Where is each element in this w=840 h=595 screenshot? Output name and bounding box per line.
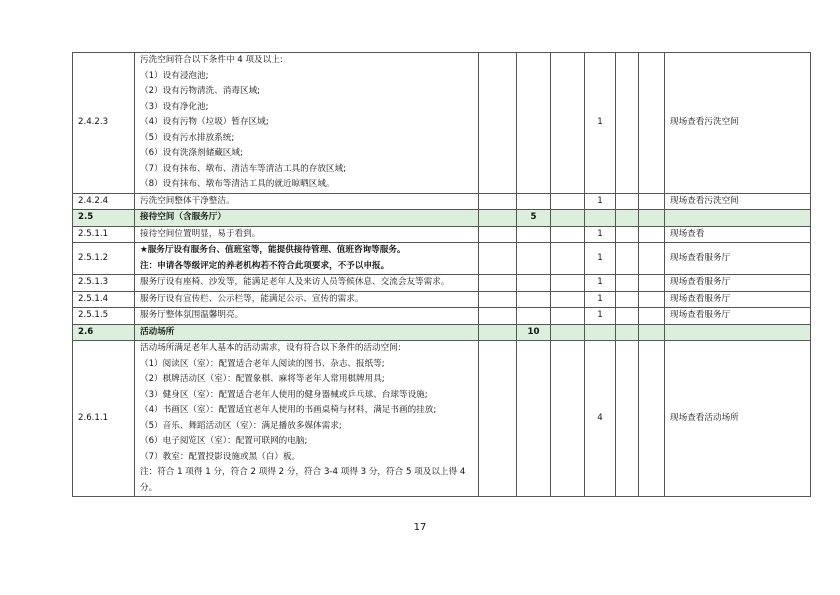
item-method: 现场查看 bbox=[665, 226, 811, 243]
item-score: 1 bbox=[585, 53, 616, 194]
table-row bbox=[73, 243, 811, 275]
item-code: 2.5.1.4 bbox=[73, 291, 135, 308]
item-method: 现场查看服务厅 bbox=[665, 243, 811, 275]
item-criteria: 污洗空间整体干净整洁。 bbox=[135, 193, 479, 210]
table-row bbox=[73, 193, 811, 210]
item-criteria: 服务厅设有座椅、沙发等，能满足老年人及来访人员等候休息、交流会友等需求。 bbox=[135, 275, 479, 292]
mandatory-requirement: ★服务厅设有服务台、值班室等，能提供接待管理、值班咨询等服务。 bbox=[140, 245, 406, 255]
item-score: 1 bbox=[585, 243, 616, 275]
table-row bbox=[73, 53, 811, 194]
item-method: 现场查看服务厅 bbox=[665, 291, 811, 308]
section-code: 2.5 bbox=[73, 210, 135, 227]
item-score: 1 bbox=[585, 275, 616, 292]
item-code: 2.4.2.4 bbox=[73, 193, 135, 210]
table-row bbox=[73, 275, 811, 292]
item-criteria: 接待空间位置明显，易于看到。 bbox=[135, 226, 479, 243]
item-code: 2.6.1.1 bbox=[73, 341, 135, 497]
item-criteria: 活动场所满足老年人基本的活动需求，设有符合以下条件的活动空间: （1）阅读区（室）：配置适合老年人阅读的图书、杂志、报纸等; （2）棋牌活动区（室）：配置象棋、麻将等老年人常用棋牌用具; （3）健身区（室）：配置适合老年人使用的健身器械或乒乓球、台球等设施; （4）书画区（室）：配置适宜老年人使用的书画桌椅与材料，满足书画的挂放; （5）音乐、舞蹈活动区（室）：满足播放多媒体需求; （6）电子阅览区（室）：配置可联网的电脑; （7）教室：配置投影设施或黑（白）板。 注：符合 1 项得 1 分，符合 2 项得 2 分，符合 3-4 项得 3 分，符合 5 项及以上得 4 分。 bbox=[135, 341, 479, 497]
item-code: 2.5.1.1 bbox=[73, 226, 135, 243]
item-method: 现场查看活动场所 bbox=[665, 341, 811, 497]
item-criteria: 污洗空间符合以下条件中 4 项及以上: （1）设有浸泡池; （2）设有污物清洗、消毒区域; （3）设有净化池; （4）设有污物（垃圾）暂存区域; （5）设有污水排放系统; （6）设有洗涤剂储藏区域; （7）设有抹布、墩布、清洁车等清洁工具的存放区域; （8）设有抹布、墩布等清洁工具的就近晾晒区域。 bbox=[135, 53, 479, 194]
table-row bbox=[73, 291, 811, 308]
table-row bbox=[73, 226, 811, 243]
requirement-note: 注：申请各等级评定的养老机构若不符合此项要求，不予以申报。 bbox=[140, 260, 390, 271]
item-method: 现场查看污洗空间 bbox=[665, 53, 811, 194]
table-row bbox=[73, 341, 811, 497]
item-score: 1 bbox=[585, 226, 616, 243]
table-row bbox=[73, 308, 811, 325]
evaluation-table bbox=[72, 52, 811, 497]
section-row bbox=[73, 324, 811, 341]
item-code: 2.5.1.2 bbox=[73, 243, 135, 275]
item-criteria: 服务厅整体氛围温馨明亮。 bbox=[135, 308, 479, 325]
item-method: 现场查看污洗空间 bbox=[665, 193, 811, 210]
section-total: 5 bbox=[517, 210, 551, 227]
item-code: 2.4.2.3 bbox=[73, 53, 135, 194]
item-score: 4 bbox=[585, 341, 616, 497]
item-score: 1 bbox=[585, 308, 616, 325]
section-code: 2.6 bbox=[73, 324, 135, 341]
item-score: 1 bbox=[585, 193, 616, 210]
item-method: 现场查看服务厅 bbox=[665, 308, 811, 325]
item-method: 现场查看服务厅 bbox=[665, 275, 811, 292]
item-criteria bbox=[135, 243, 479, 275]
section-title: 接待空间（含服务厅） bbox=[135, 210, 479, 227]
section-title: 活动场所 bbox=[135, 324, 479, 341]
section-row bbox=[73, 210, 811, 227]
item-code: 2.5.1.3 bbox=[73, 275, 135, 292]
item-score: 1 bbox=[585, 291, 616, 308]
item-code: 2.5.1.5 bbox=[73, 308, 135, 325]
page-number: 17 bbox=[413, 522, 427, 533]
item-criteria: 服务厅设有宣传栏、公示栏等，能满足公示、宣传的需求。 bbox=[135, 291, 479, 308]
section-total: 10 bbox=[517, 324, 551, 341]
